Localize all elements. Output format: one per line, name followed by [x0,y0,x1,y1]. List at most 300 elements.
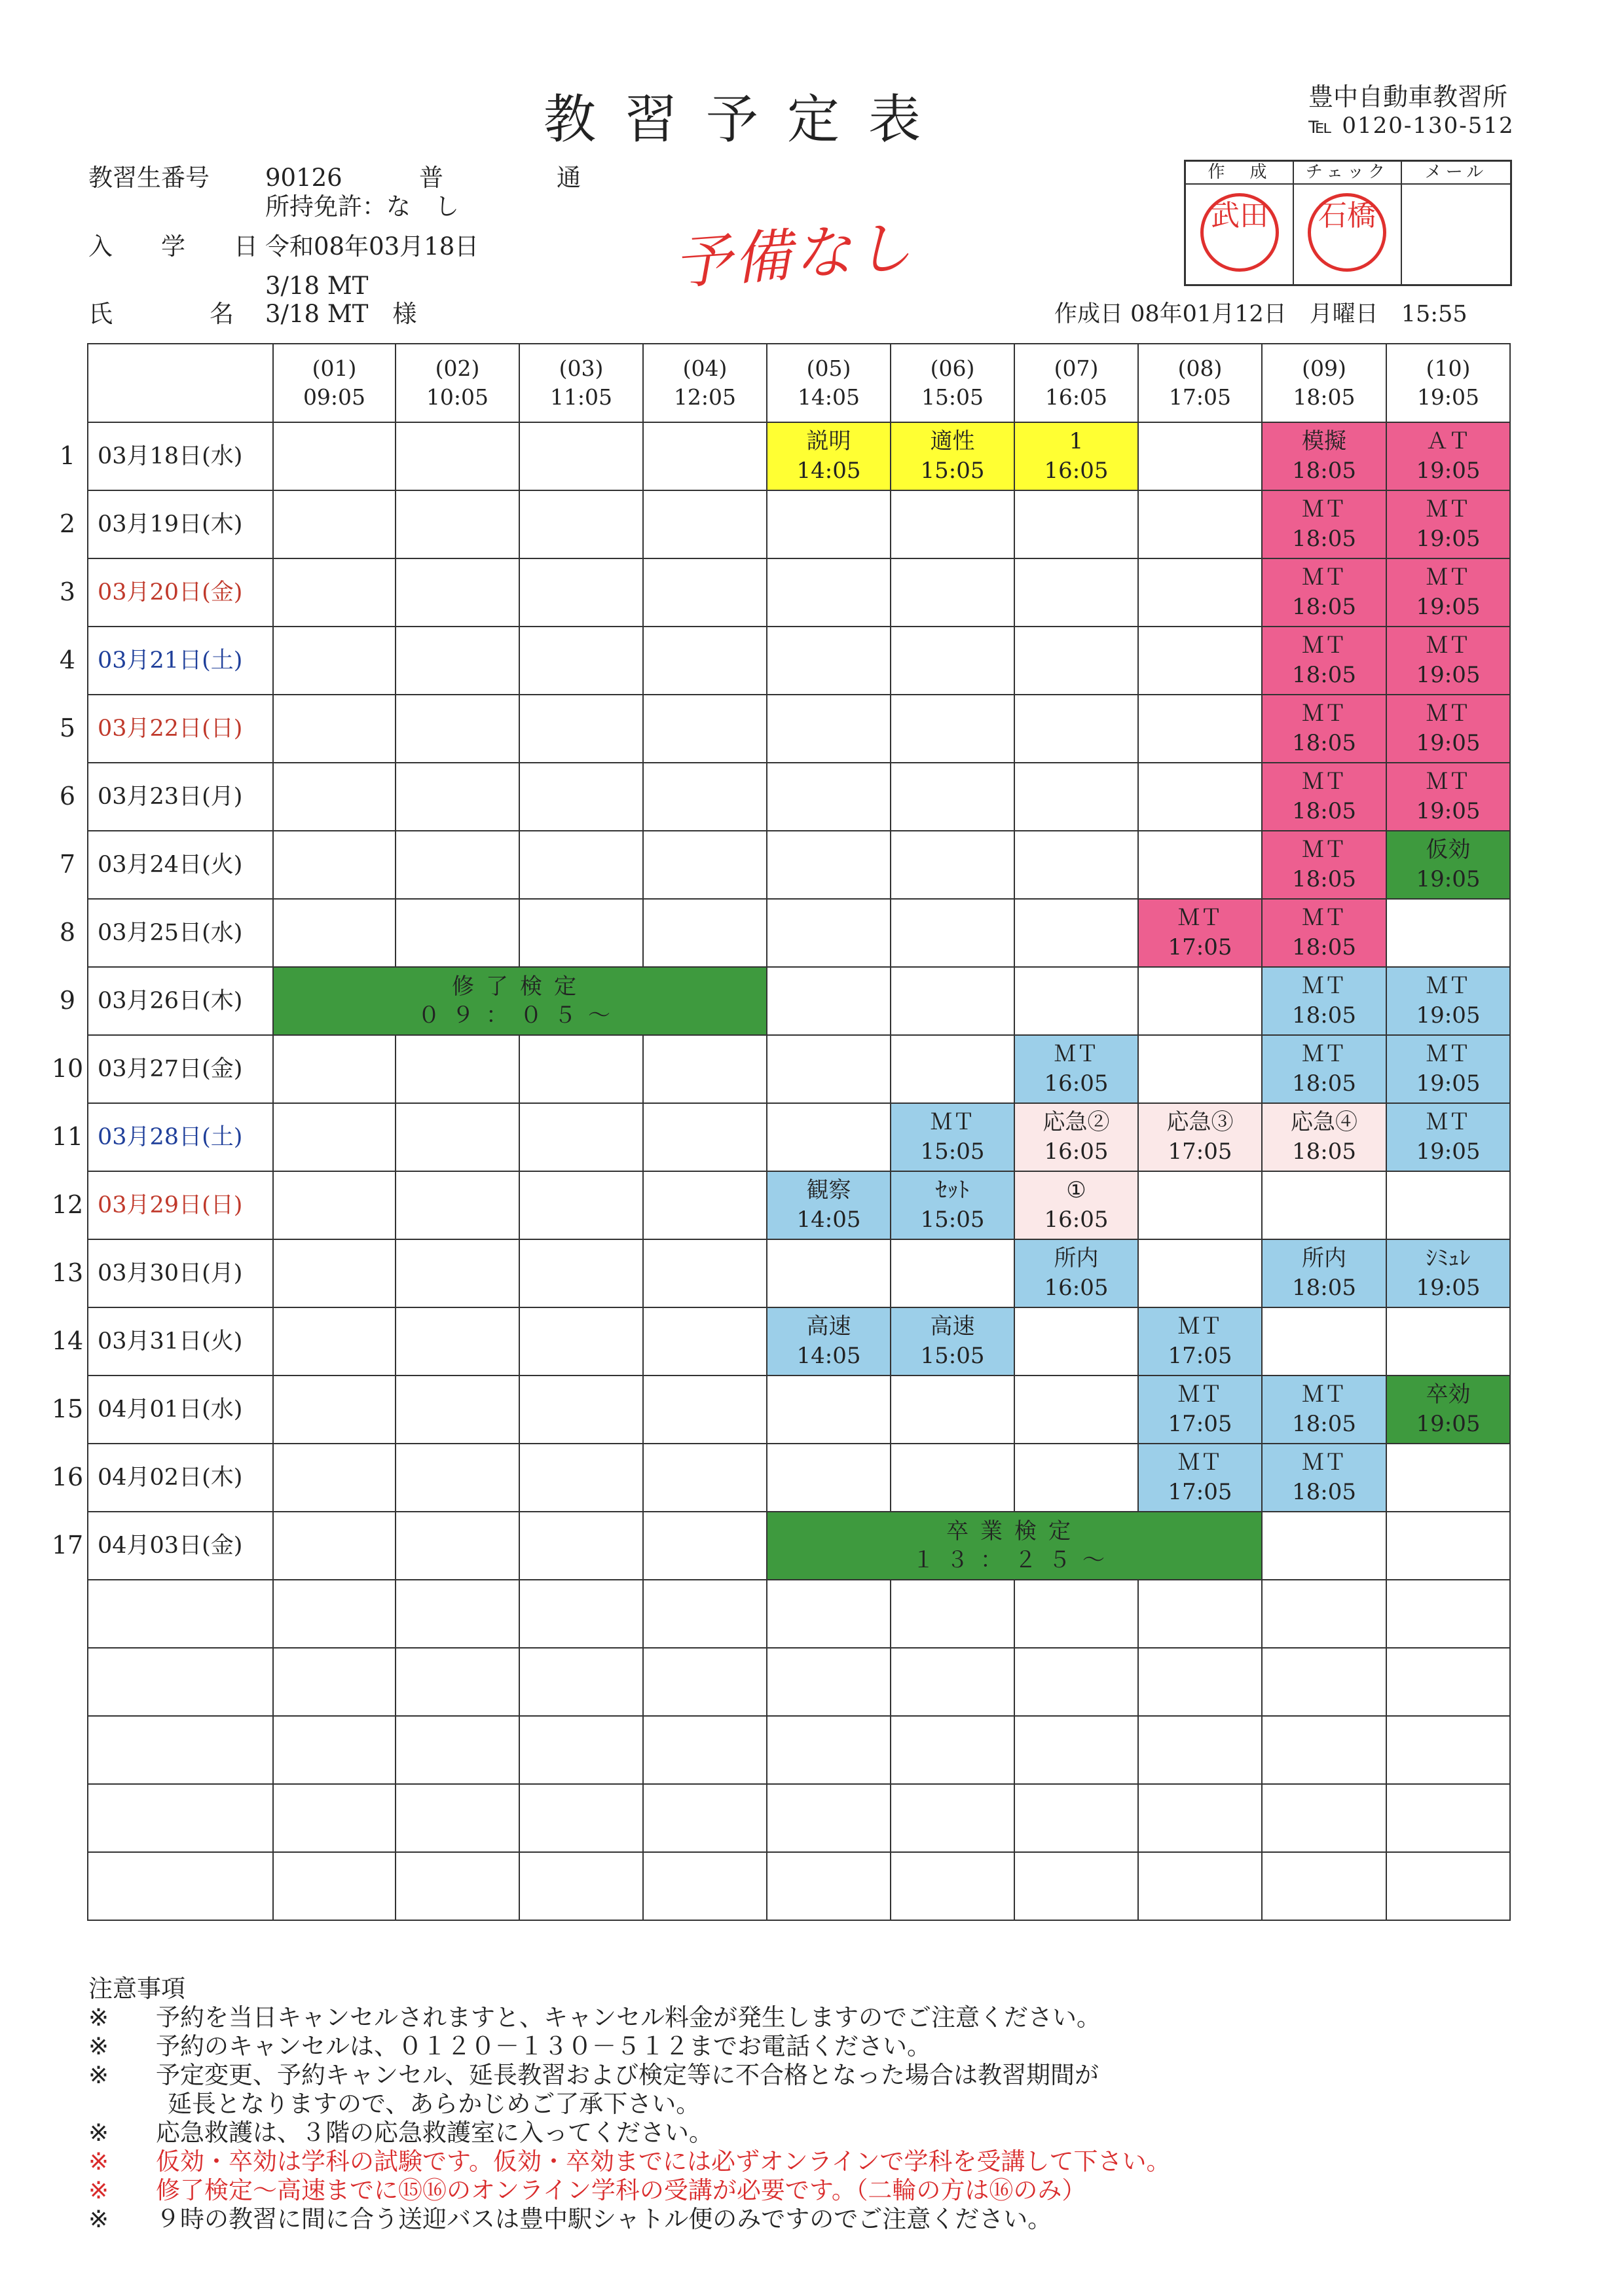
lesson-slot [891,422,1014,490]
note-mark: ※ [88,2205,109,2233]
lesson-time: ０９：０５～ [418,1002,622,1029]
row-number: 16 [51,1463,84,1491]
column-number: (03) [559,355,604,381]
schedule-row [88,695,1510,763]
empty-slot [273,1784,396,1852]
lesson-time: 18:05 [1292,458,1356,484]
lesson-time: 18:05 [1292,1275,1356,1301]
empty-slot [396,695,519,763]
row-number: 4 [59,646,76,674]
lesson-name: 模擬 [1302,428,1346,454]
lesson-slot [1262,899,1386,967]
empty-slot [519,899,643,967]
lesson-slot [1262,490,1386,558]
note-item [88,2119,1171,2147]
empty-slot [519,490,643,558]
empty-slot [396,1580,519,1648]
lesson-name: ｾｯﾄ [936,1177,969,1203]
empty-slot [519,695,643,763]
empty-slot [1014,490,1138,558]
empty-slot [643,695,767,763]
row-date: 03月30日(月) [88,1239,273,1307]
lesson-name: ＭＴ [1302,905,1346,931]
empty-slot [396,1035,519,1103]
row-number: 12 [51,1190,84,1219]
lesson-slot [1386,1035,1510,1103]
schedule-row [88,1171,1510,1239]
empty-slot [519,1239,643,1307]
student-sub: 3/18 MT [265,272,369,300]
schedule-row [88,1580,1510,1648]
empty-slot [396,558,519,627]
lesson-time: 15:05 [920,1139,985,1165]
empty-slot [273,1852,396,1920]
empty-slot [519,1580,643,1648]
approval-header-check: チェック [1294,162,1401,185]
empty-slot [1014,558,1138,627]
lesson-time: 15:05 [920,458,985,484]
column-time: 18:05 [1293,384,1356,410]
lesson-name: ＭＴ [1177,1381,1223,1408]
student-number: 90126 [265,164,342,192]
empty-slot [643,1580,767,1648]
empty-slot [767,1444,891,1512]
empty-slot [1138,627,1262,695]
lesson-time: 19:05 [1416,730,1481,756]
empty-slot [891,1444,1014,1512]
lesson-name: ＭＴ [1302,1381,1346,1408]
lesson-name: ＭＴ [1426,564,1471,591]
column-time: 09:05 [303,384,366,410]
lesson-time: 19:05 [1416,1411,1481,1437]
empty-slot [273,490,396,558]
empty-slot [396,1716,519,1784]
lesson-time: 19:05 [1416,662,1481,688]
lesson-time: １３：２５～ [912,1547,1116,1573]
empty-slot [396,1239,519,1307]
schedule-row [88,1239,1510,1307]
lesson-slot [891,1103,1014,1171]
row-number: 2 [59,509,76,538]
empty-slot [1386,899,1510,967]
lesson-name: ＭＴ [1426,1109,1471,1135]
lesson-slot [1014,422,1138,490]
empty-slot [1138,1580,1262,1648]
empty-slot [396,1376,519,1444]
row-date [88,1580,273,1648]
row-date: 04月01日(水) [88,1376,273,1444]
note-mark: ※ [88,2176,109,2204]
empty-slot [1138,967,1262,1035]
empty-slot [1014,1376,1138,1444]
column-number: (01) [312,355,357,381]
lesson-slot [767,422,891,490]
schedule-row [88,1376,1510,1444]
lesson-slot [1262,695,1386,763]
empty-slot [1386,1307,1510,1376]
lesson-time: 18:05 [1292,526,1356,552]
empty-slot [273,1035,396,1103]
lesson-time: 18:05 [1292,1479,1356,1505]
lesson-time: 18:05 [1292,1411,1356,1437]
schedule-row [88,763,1510,831]
lesson-name: ＭＴ [1177,1449,1223,1476]
empty-slot [519,1444,643,1512]
schedule-row [88,1444,1510,1512]
schedule-row [88,1512,1510,1580]
lesson-time: 18:05 [1292,730,1356,756]
empty-slot [1138,831,1262,899]
lesson-time: 16:05 [1044,1275,1109,1301]
lesson-slot [273,967,767,1035]
lesson-name: ＭＴ [1302,564,1346,591]
schedule-row [88,1307,1510,1376]
empty-slot [396,1307,519,1376]
empty-slot [891,1239,1014,1307]
empty-slot [396,422,519,490]
empty-slot [643,422,767,490]
column-header [1014,344,1138,422]
lesson-name: ＭＴ [1426,632,1471,659]
empty-slot [1262,1784,1386,1852]
lesson-name: 高速 [930,1313,975,1339]
empty-slot [1014,627,1138,695]
empty-slot [643,831,767,899]
empty-slot [273,1376,396,1444]
empty-slot [1014,967,1138,1035]
lesson-name: ＭＴ [1426,496,1471,522]
empty-slot [1262,1648,1386,1716]
note-text: 予約のキャンセルは、０１２０－１３０－５１２までお電話ください。 [132,2032,931,2060]
lesson-slot [1262,1239,1386,1307]
row-number: 17 [51,1531,84,1559]
note-item [88,2147,1171,2176]
lesson-time: 17:05 [1168,1479,1232,1505]
empty-slot [273,1171,396,1239]
lesson-name: 卒効 [1426,1381,1471,1408]
lesson-name: ＭＴ [1054,1041,1099,1067]
empty-slot [767,763,891,831]
column-header [396,344,519,422]
lesson-time: 19:05 [1416,866,1481,892]
lesson-time: 19:05 [1416,1139,1481,1165]
row-number: 5 [59,714,76,742]
row-date: 03月31日(火) [88,1307,273,1376]
lesson-time: 18:05 [1292,594,1356,620]
lesson-name: 所内 [1054,1245,1099,1271]
empty-slot [1014,1784,1138,1852]
row-date: 03月26日(木) [88,967,273,1035]
note-text: 応急救護は、３階の応急救護室に入ってください。 [132,2119,713,2147]
empty-slot [767,1716,891,1784]
empty-slot [891,1035,1014,1103]
column-time: 12:05 [673,384,737,410]
lesson-time: 19:05 [1416,1002,1481,1029]
lesson-slot [1386,763,1510,831]
column-number: (04) [682,355,728,381]
lesson-name: 適性 [930,428,975,454]
empty-slot [643,1512,767,1580]
row-number: 7 [59,850,76,879]
name-label: 氏 名 [88,300,234,328]
column-header [1262,344,1386,422]
lesson-time: 16:05 [1044,1207,1109,1233]
lesson-slot [1262,763,1386,831]
lesson-time: 19:05 [1416,1275,1481,1301]
row-date: 03月25日(水) [88,899,273,967]
empty-slot [519,831,643,899]
schedule-row [88,490,1510,558]
lesson-name: 高速 [806,1313,851,1339]
empty-slot [396,1444,519,1512]
empty-slot [273,763,396,831]
empty-slot [643,1648,767,1716]
lesson-name: ＭＴ [1302,632,1346,659]
schedule-row [88,831,1510,899]
note-item [88,2061,1171,2090]
empty-slot [1262,1580,1386,1648]
empty-slot [273,627,396,695]
empty-slot [643,1716,767,1784]
empty-slot [891,899,1014,967]
schedule-row [88,1103,1510,1171]
empty-slot [1014,1580,1138,1648]
empty-slot [273,831,396,899]
lesson-slot [1262,558,1386,627]
row-date: 04月02日(木) [88,1444,273,1512]
empty-slot [891,1648,1014,1716]
empty-slot [1262,1716,1386,1784]
lesson-slot [1262,1035,1386,1103]
empty-slot [891,558,1014,627]
empty-slot [273,558,396,627]
lesson-name: ＭＴ [1426,701,1471,727]
lesson-time: 18:05 [1292,662,1356,688]
note-item [88,2176,1171,2205]
empty-slot [519,1171,643,1239]
row-date: 03月20日(金) [88,558,273,627]
column-number: (02) [435,355,480,381]
empty-slot [1138,1716,1262,1784]
empty-slot [273,899,396,967]
empty-slot [643,899,767,967]
empty-slot [643,1376,767,1444]
empty-slot [519,1784,643,1852]
school-name: 豊中自動車教習所 [1308,82,1508,111]
row-date: 03月24日(火) [88,831,273,899]
empty-slot [273,1512,396,1580]
lesson-slot [767,1512,1262,1580]
row-number: 6 [59,782,76,811]
lesson-slot [1386,1376,1510,1444]
row-date: 04月03日(金) [88,1512,273,1580]
empty-slot [1138,490,1262,558]
empty-slot [891,1852,1014,1920]
empty-slot [643,763,767,831]
empty-slot [767,1239,891,1307]
empty-slot [1386,1444,1510,1512]
empty-slot [273,1307,396,1376]
empty-slot [1138,422,1262,490]
empty-slot [1386,1784,1510,1852]
empty-slot [767,1648,891,1716]
column-number: (09) [1302,355,1346,381]
lesson-time: 16:05 [1044,1139,1109,1165]
empty-slot [1138,1852,1262,1920]
lesson-name: ｼﾐｭﾚ [1426,1245,1471,1271]
lesson-slot [891,1307,1014,1376]
empty-slot [519,627,643,695]
empty-slot [519,1512,643,1580]
empty-slot [767,1784,891,1852]
empty-slot [643,490,767,558]
schedule-row [88,899,1510,967]
lesson-time: 19:05 [1416,1070,1481,1097]
column-number: (10) [1426,355,1471,381]
lesson-time: 19:05 [1416,798,1481,824]
lesson-slot [1386,1239,1510,1307]
empty-slot [767,831,891,899]
lesson-time: 14:05 [796,458,861,484]
empty-slot [273,1444,396,1512]
empty-slot [1386,1512,1510,1580]
empty-slot [1386,1580,1510,1648]
row-date: 03月22日(日) [88,695,273,763]
empty-slot [1386,1716,1510,1784]
row-date: 03月27日(金) [88,1035,273,1103]
row-number: 11 [51,1122,84,1151]
row-date [88,1784,273,1852]
license-held: 所持免許：な し [265,192,459,221]
student-name: 3/18 MT 様 [265,300,417,328]
lesson-slot [1386,967,1510,1035]
empty-slot [1262,1171,1386,1239]
empty-slot [273,1648,396,1716]
lesson-slot [1138,1307,1262,1376]
lesson-slot [1386,490,1510,558]
empty-slot [1138,1035,1262,1103]
lesson-time: 19:05 [1416,594,1481,620]
empty-slot [396,490,519,558]
lesson-time: 18:05 [1292,798,1356,824]
lesson-time: 19:05 [1416,458,1481,484]
lesson-time: 14:05 [796,1207,861,1233]
empty-slot [273,1716,396,1784]
column-header [1386,344,1510,422]
lesson-time: 18:05 [1292,1139,1356,1165]
empty-slot [767,1376,891,1444]
lesson-name: 1 [1069,428,1084,454]
empty-slot [891,627,1014,695]
empty-slot [891,1784,1014,1852]
lesson-name: 所内 [1302,1245,1346,1271]
lesson-slot [1014,1239,1138,1307]
lesson-slot [1014,1103,1138,1171]
empty-slot [519,1648,643,1716]
lesson-name: ＭＴ [1302,1449,1346,1476]
empty-slot [891,831,1014,899]
created-date: 作成日 08年01月12日 月曜日 15:55 [1054,301,1467,327]
note-continuation: 延長となりますので、あらかじめご了承下さい。 [143,2090,701,2118]
empty-slot [767,490,891,558]
lesson-slot [1262,831,1386,899]
note-mark: ※ [88,2032,109,2060]
lesson-time: 18:05 [1292,934,1356,960]
empty-slot [767,558,891,627]
entry-date: 令和08年03月18日 [265,232,479,261]
schedule-row [88,627,1510,695]
note-mark: ※ [88,2119,109,2147]
row-date: 03月28日(土) [88,1103,273,1171]
empty-slot [519,763,643,831]
approval-box [1184,160,1512,286]
empty-slot [767,1103,891,1171]
school-info [1308,82,1515,140]
column-time: 19:05 [1416,384,1480,410]
lesson-slot [1386,695,1510,763]
empty-slot [519,1852,643,1920]
empty-slot [1014,763,1138,831]
empty-slot [1138,1239,1262,1307]
schedule-row [88,1716,1510,1784]
schedule-row [88,422,1510,490]
empty-slot [519,1376,643,1444]
page-title: 教習予定表 [544,89,950,150]
empty-slot [1014,1852,1138,1920]
row-date [88,1716,273,1784]
empty-slot [643,1307,767,1376]
lesson-slot [1262,1376,1386,1444]
row-date: 03月18日(水) [88,422,273,490]
lesson-slot [1138,899,1262,967]
column-number: (06) [930,355,975,381]
lesson-slot [1262,1103,1386,1171]
row-date: 03月29日(日) [88,1171,273,1239]
empty-slot [1262,1512,1386,1580]
lesson-name: ＭＴ [1302,769,1346,795]
lesson-slot [1386,422,1510,490]
column-header [767,344,891,422]
lesson-time: 15:05 [920,1207,985,1233]
schedule-table [87,343,1511,1921]
note-mark: ※ [88,2147,109,2176]
lesson-slot [1386,558,1510,627]
empty-slot [396,831,519,899]
lesson-name: ① [1066,1177,1086,1203]
empty-slot [1138,1648,1262,1716]
note-item [88,2205,1171,2234]
column-header [273,344,396,422]
empty-slot [1262,1852,1386,1920]
lesson-time: 14:05 [796,1343,861,1369]
empty-slot [396,1784,519,1852]
lesson-slot [891,1171,1014,1239]
lesson-slot [1262,1444,1386,1512]
lesson-slot [1014,1035,1138,1103]
empty-slot [1386,1852,1510,1920]
schedule-row [88,1852,1510,1920]
entry-date-label: 入 学 日 [88,232,258,261]
empty-slot [767,1035,891,1103]
row-number: 15 [51,1394,84,1423]
empty-slot [273,695,396,763]
lesson-slot [1014,1171,1138,1239]
note-text: ９時の教習に間に合う送迎バスは豊中駅シャトル便のみですのでご注意ください。 [132,2205,1052,2233]
row-date [88,1648,273,1716]
empty-slot [643,558,767,627]
lesson-name: 応急③ [1166,1109,1234,1135]
schedule-row [88,967,1510,1035]
